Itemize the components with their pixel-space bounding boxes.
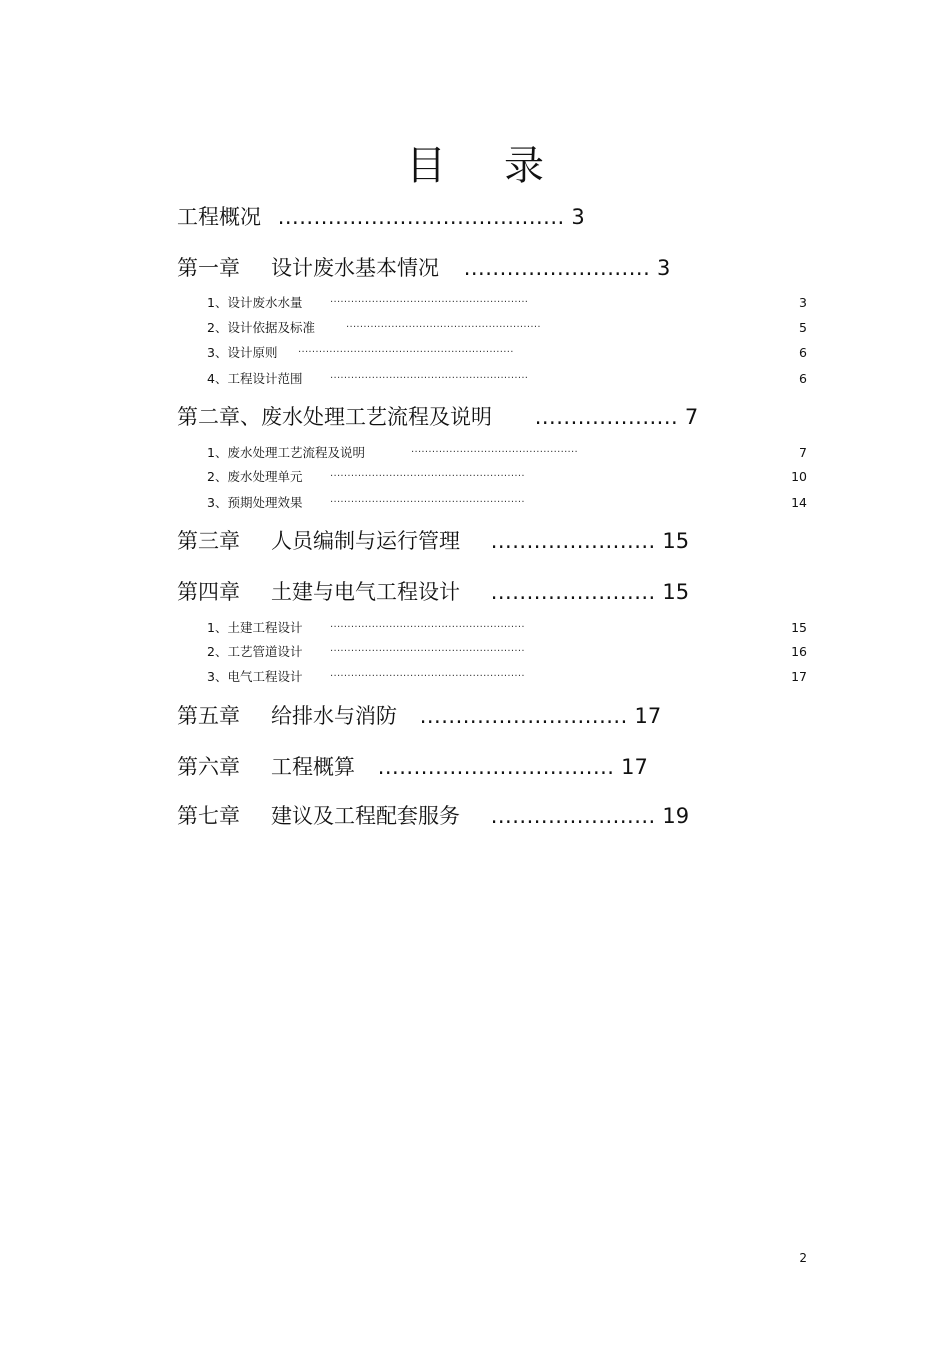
toc-page-number: 17: [634, 704, 662, 728]
toc-leader: ........................................................: [330, 619, 525, 630]
chapter-number: 第七章: [177, 804, 240, 828]
subentry-label: 2、工艺管道设计: [207, 644, 303, 659]
toc-page-number: 15: [662, 580, 690, 604]
subentry-label: 2、废水处理单元: [207, 469, 303, 484]
toc-subentry-2-3[interactable]: [207, 494, 807, 512]
toc-page-number: 14: [791, 495, 807, 510]
chapter-name: 给排水与消防: [271, 704, 397, 728]
chapter-number: 第三章: [177, 529, 240, 553]
toc-page-number: 15: [791, 620, 807, 635]
chapter-number: 第六章: [177, 755, 240, 779]
toc-subentry-2-2[interactable]: [207, 468, 807, 486]
subentry-label: 1、设计废水水量: [207, 295, 303, 310]
toc-entry-chapter-1[interactable]: [177, 255, 670, 281]
chapter-number: 第四章: [177, 580, 240, 604]
toc-page-number: 3: [656, 256, 671, 280]
toc-page-number: 19: [662, 804, 690, 828]
page-number: 2: [799, 1251, 807, 1265]
toc-leader: .........................................................: [330, 370, 529, 381]
toc-leader: ........................................................: [346, 319, 541, 330]
toc-page-number: 17: [621, 755, 648, 779]
toc-subentry-2-1[interactable]: [207, 444, 807, 462]
chapter-name: 工程概算: [271, 755, 355, 779]
toc-leader: .......................: [490, 529, 656, 553]
toc-page-number: 6: [799, 345, 807, 360]
toc-leader: ........................................................: [330, 668, 525, 679]
chapter-name: 土建与电气工程设计: [271, 580, 460, 604]
toc-page-number: 3: [799, 295, 807, 310]
subentry-label: 3、预期处理效果: [207, 495, 303, 510]
toc-leader: .......................: [490, 804, 656, 828]
toc-leader: ........................................................: [330, 494, 525, 505]
toc-page-number: 15: [662, 529, 690, 553]
subentry-label: 1、土建工程设计: [207, 620, 303, 635]
toc-page-number: 6: [799, 371, 807, 386]
toc-leader: .................................: [377, 755, 615, 779]
chapter-name: 人员编制与运行管理: [271, 529, 460, 553]
chapter-title: 第二章、废水处理工艺流程及说明: [177, 405, 492, 429]
toc-page-number: 7: [684, 405, 699, 429]
toc-subentry-4-3[interactable]: [207, 668, 807, 686]
toc-entry-chapter-2[interactable]: [177, 404, 698, 430]
toc-subentry-1-2[interactable]: [207, 319, 807, 337]
toc-leader: ................................................: [411, 444, 578, 455]
toc-leader: ..........................: [463, 256, 651, 280]
toc-page-number: 3: [571, 205, 585, 229]
toc-entry-label: 工程概况: [177, 205, 261, 229]
toc-page-number: 10: [791, 469, 807, 484]
toc-leader: ........................................................: [330, 643, 525, 654]
toc-leader: .............................: [419, 704, 628, 728]
toc-leader: ....................: [534, 405, 679, 429]
toc-leader: .........................................................: [330, 294, 529, 305]
toc-leader: ........................................................: [330, 468, 525, 479]
chapter-name: 设计废水基本情况: [271, 256, 439, 280]
subentry-label: 4、工程设计范围: [207, 371, 303, 386]
toc-leader: ........................................: [277, 205, 565, 229]
toc-page-number: 17: [791, 669, 807, 684]
subentry-label: 1、废水处理工艺流程及说明: [207, 445, 365, 460]
title-char-1: 目: [406, 143, 446, 189]
toc-entry-chapter-4[interactable]: [177, 579, 689, 605]
toc-subentry-1-3[interactable]: [207, 344, 807, 362]
toc-subentry-4-2[interactable]: [207, 643, 807, 661]
toc-leader: ..............................................................: [298, 344, 514, 355]
subentry-label: 2、设计依据及标准: [207, 320, 315, 335]
toc-subentry-4-1[interactable]: [207, 619, 807, 637]
toc-page-number: 7: [799, 445, 807, 460]
toc-entry-chapter-7[interactable]: [177, 803, 689, 829]
toc-subentry-1-1[interactable]: [207, 294, 807, 312]
toc-entry-chapter-5[interactable]: [177, 703, 661, 729]
subentry-label: 3、电气工程设计: [207, 669, 303, 684]
toc-entry-chapter-3[interactable]: [177, 528, 689, 554]
subentry-label: 3、设计原则: [207, 345, 278, 360]
chapter-number: 第五章: [177, 704, 240, 728]
chapter-name: 建议及工程配套服务: [271, 804, 460, 828]
toc-entry-overview[interactable]: [177, 204, 585, 230]
toc-page-number: 16: [791, 644, 807, 659]
toc-leader: .......................: [490, 580, 656, 604]
toc-subentry-1-4[interactable]: [207, 370, 807, 388]
chapter-number: 第一章: [177, 256, 240, 280]
toc-page-number: 5: [799, 320, 807, 335]
toc-entry-chapter-6[interactable]: [177, 754, 648, 780]
title-char-2: 录: [504, 143, 544, 189]
